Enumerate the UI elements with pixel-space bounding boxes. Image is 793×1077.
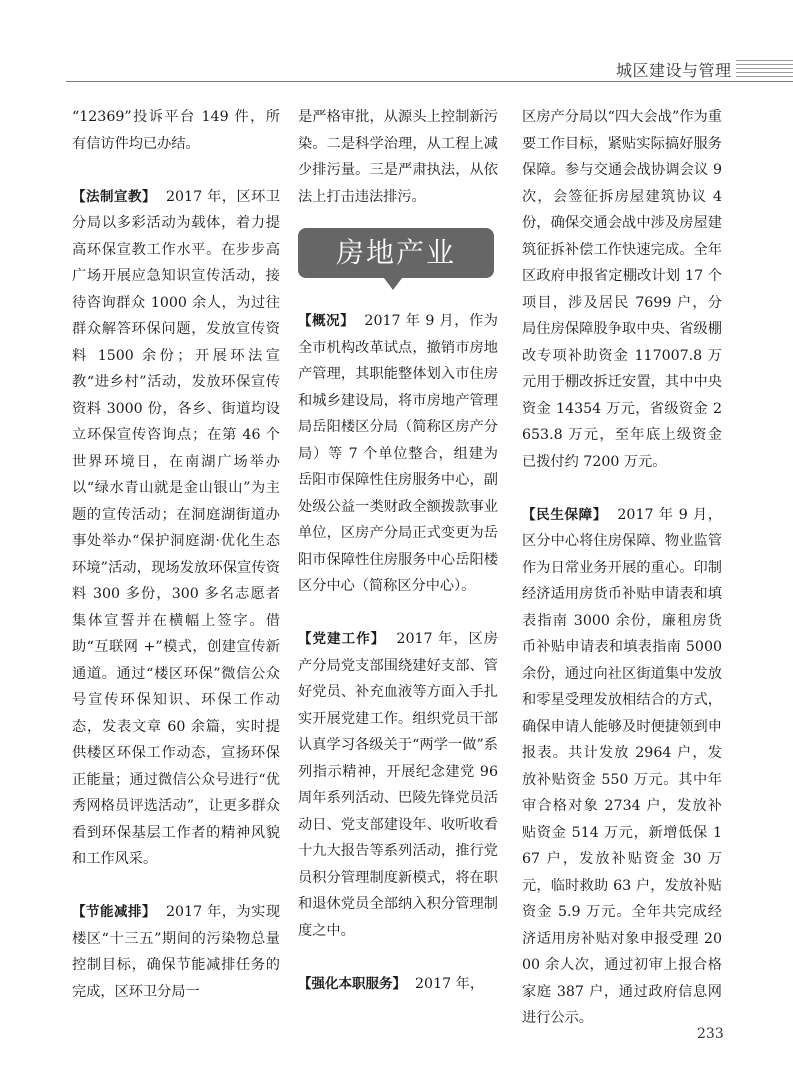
paragraph (72, 104, 280, 157)
paragraph-keyword: 【节能减排】 (72, 904, 156, 920)
text-column-1 (72, 104, 280, 1005)
paragraph-text: 区房产分局以“四大会战”作为重要工作目标，紧贴实际搞好服务保障。参与交通会战协调会议 9 次，会签征拆房屋建筑协议 4 份，确保交通会战中涉及房屋建筑征拆补偿工作快速完成。全年区政府申报省定棚改计划 17 个项目，涉及居民 7699 户，分局住房保障股争取中央、省级棚改专项补助资金 117007.8 万元用于棚改拆迁安置，其中中央资金 14354 万元，省级资金 2653.8 万元，至年底上级资金已拨付约 7200 万元。 (522, 109, 722, 470)
section-title: 城区建设与管理 (616, 61, 732, 80)
paragraph-text: 2017 年，区房产分局党支部围绕建好支部、管好党员、补充血液等方面入手扎实开展党建工作。组织党员干部认真学习各级关于“两学一做”系列指示精神，开展纪念建党 96 周年系列活动、巴陵先锋党员活动日、党支部建设年、收听收看十九大报告等系列活动，推行党员积分管理制度新模式，将在职和退休党员全部纳入积分管理制度之中。 (298, 631, 498, 939)
paragraph-livelihood (522, 502, 722, 1032)
paragraph-text: 2017 年 9 月，区分中心将住房保障、物业监管作为日常业务开展的重心。印制经济适用房货币补贴申请表和填表指南 3000 余份，廉租房货币补贴申请表和填表指南 5000 余份，通过向社区街道集中发放和零星受理发放相结合的方式，确保申请人能够及时便捷领到申报表。共计发放 2964 户，发放补贴资金 550 万元。其中年审合格对象 2734 户，发放补贴资金 514 万元，新增低保 167 户，发放补贴资金 30 万元，临时救助 63 户，发放补贴资金 5.9 万元。全年共完成经济适用房补贴对象申报受理 2000 余人次，通过初审上报合格家庭 387 户，通过政府信息网进行公示。 (522, 506, 722, 1026)
paragraph (522, 104, 722, 475)
paragraph-party-building (298, 626, 498, 944)
section-banner-title: 房地产业 (335, 236, 456, 269)
section-banner (298, 228, 494, 278)
paragraph-text: 2017 年，为实现楼区“十三五”期间的污染物总量控制目标，确保节能减排任务的完成，区环卫分局一 (72, 904, 281, 1000)
paragraph-keyword: 【法制宣教】 (72, 188, 156, 205)
paragraph-keyword: 【党建工作】 (298, 631, 386, 647)
header-rule (66, 81, 793, 82)
paragraph-legal-education (72, 184, 280, 873)
paragraph-text: 2017 年 9 月，作为全市机构改革试点，撤销市房地产管理，其职能整体划入市住房和城乡建设局，将市房地产管理局岳阳楼区分局（简称区房产分局）等 7 个单位整合，组建为岳阳市保障性住房服务中心，副处级公益一类财政全额拨款事业单位，区房产分局正式变更为岳阳市保障性住房服务中心岳阳楼区分中心（简称区分中心）。 (298, 313, 498, 594)
paragraph-keyword: 【民生保障】 (522, 506, 608, 523)
page-number: 233 (697, 1026, 724, 1042)
paragraph-text: 是严格审批，从源头上控制新污染。二是科学治理，从工程上减少排污量。三是严肃执法，从依法上打击违法排污。 (298, 109, 498, 205)
paragraph-service (298, 971, 498, 998)
paragraph-text: 2017 年， (415, 975, 485, 992)
paragraph-keyword: 【强化本职服务】 (298, 975, 406, 992)
paragraph-text: “12369”投诉平台 149 件，所有信访件均已办结。 (72, 109, 280, 152)
page-header (0, 0, 793, 90)
header-stripe-decoration (736, 60, 793, 77)
text-column-3 (522, 104, 722, 1032)
paragraph (298, 104, 498, 210)
paragraph-text: 2017 年，区环卫分局以多彩活动为载体，着力提高环保宣教工作水平。在步步高广场开展应急知识宣传活动，接待咨询群众 1000 余人，为过往群众解答环保问题，发放宣传资料 1500 余份；开展环法宣教“进乡村”活动，发放环保宣传资料 3000 份，各乡、街道均设立环保宣传咨询点；在第 46 个世界环境日，在南湖广场举办以“绿水青山就是金山银山”为主题的宣传活动；在洞庭湖街道办事处举办“保护洞庭湖·优化生态环境”活动，现场发放环保宣传资料 300 多份，300 多名志愿者集体宣誓并在横幅上签字。借助“互联网 +”模式，创建宣传新通道。通过“楼区环保”微信公众号宣传环保知识、环保工作动态，发表文章 60 余篇，实时提供楼区环保工作动态，宣扬环保正能量；通过微信公众号进行“优秀网格员评选活动”，让更多群众看到环保基层工作者的精神风貌和工作风采。 (72, 188, 281, 867)
paragraph-energy-saving (72, 899, 280, 1005)
paragraph-overview (298, 308, 498, 600)
text-column-2 (298, 104, 498, 997)
paragraph-keyword: 【概况】 (298, 313, 355, 329)
